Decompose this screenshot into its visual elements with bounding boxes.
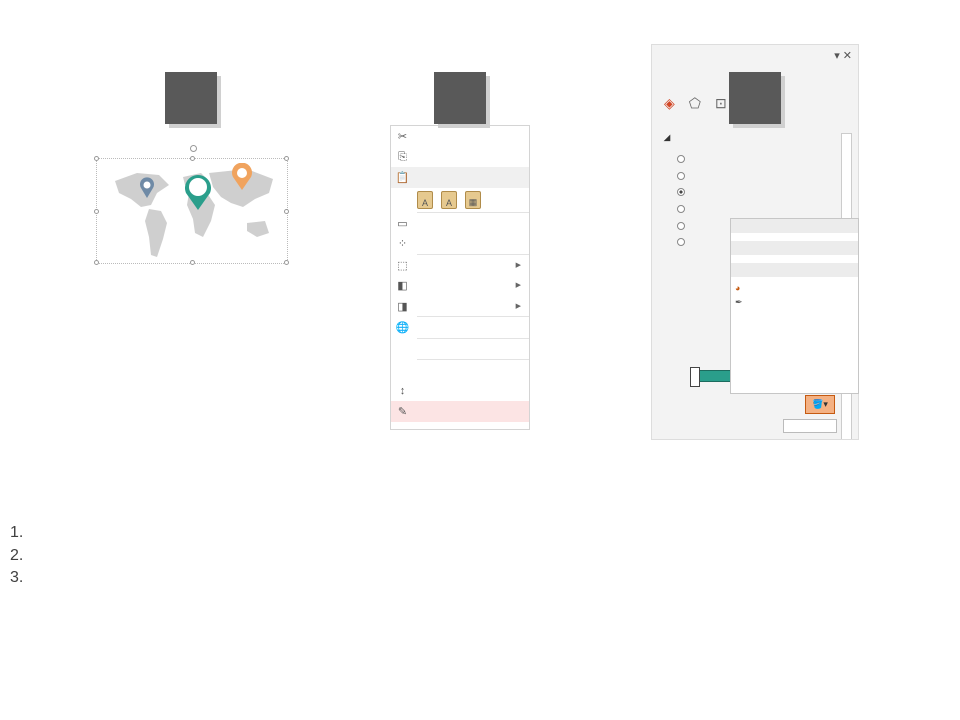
radio-picture-fill[interactable] [677, 205, 689, 213]
rotate-handle[interactable] [190, 145, 197, 152]
step-3-badge [729, 72, 781, 124]
list-item: 1. [10, 524, 24, 541]
effects-icon[interactable]: ⬠ [688, 95, 701, 111]
paint-bucket-icon: 🪣 [812, 399, 824, 409]
instructions-list [10, 522, 46, 590]
submenu-arrow-icon: ▶ [515, 261, 521, 269]
send-back-icon: ◨ [397, 300, 408, 313]
menu-item-edit-text[interactable] [391, 213, 529, 234]
submenu-arrow-icon: ▶ [515, 282, 521, 290]
fill-section-header[interactable]: ◢ [664, 133, 671, 142]
resize-handle[interactable] [94, 156, 99, 161]
map-pin-orange-icon [231, 163, 253, 191]
pane-icon-tabs [664, 95, 727, 112]
world-map-shape[interactable] [96, 158, 288, 264]
menu-item-send-to-back[interactable] [391, 296, 529, 317]
radio-button [677, 155, 685, 163]
resize-handle[interactable] [190, 260, 195, 265]
edit-points-icon: ⁘ [397, 238, 408, 250]
standard-colors-header [731, 241, 858, 255]
gradient-stop-handle[interactable] [690, 367, 700, 387]
eyedropper-item[interactable] [731, 295, 858, 310]
step-1-badge [165, 72, 217, 124]
more-colors-item[interactable] [731, 280, 858, 295]
radio-solid-fill[interactable] [677, 172, 689, 180]
menu-item-size-and-position[interactable] [391, 381, 529, 402]
menu-item-save-as-picture[interactable] [391, 339, 529, 360]
radio-button [677, 222, 685, 230]
map-pin-blue-icon [139, 177, 155, 199]
menu-item-set-default-shape[interactable] [391, 360, 529, 381]
chevron-down-icon: ▾ [823, 399, 828, 409]
menu-item-bring-to-front[interactable] [391, 275, 529, 296]
resize-handle[interactable] [190, 156, 195, 161]
resize-handle[interactable] [94, 260, 99, 265]
radio-button [677, 238, 685, 246]
radio-button [677, 205, 685, 213]
menu-header-paste-options [391, 167, 529, 188]
menu-item-format-shape[interactable] [391, 401, 529, 422]
paste-keep-source-icon[interactable]: A [417, 191, 433, 209]
size-properties-icon[interactable]: ⊡ [714, 95, 727, 111]
resize-handle[interactable] [284, 156, 289, 161]
format-shape-icon: ✎ [397, 406, 408, 418]
color-picker-button[interactable] [805, 395, 835, 414]
color-wheel-icon: ◕ [735, 282, 741, 293]
theme-colors-header [731, 219, 858, 233]
radio-slide-background-fill[interactable] [677, 238, 689, 246]
resize-handle[interactable] [284, 260, 289, 265]
paste-picture-icon[interactable]: ▦ [465, 191, 481, 209]
step-2-badge [434, 72, 486, 124]
menu-item-edit-points[interactable] [391, 233, 529, 254]
size-position-icon: ↕ [399, 385, 406, 397]
dropdown-icon[interactable]: ▾ [834, 50, 840, 62]
resize-handle[interactable] [284, 209, 289, 214]
map-pin-teal-icon [183, 173, 213, 211]
bring-front-icon: ◧ [397, 280, 408, 292]
radio-pattern-fill[interactable] [677, 222, 689, 230]
radio-no-fill[interactable] [677, 155, 689, 163]
list-item: 3. [10, 569, 24, 586]
hyperlink-icon: 🌐 [395, 322, 410, 334]
paste-use-destination-icon[interactable]: A [441, 191, 457, 209]
radio-gradient-fill[interactable] [677, 188, 689, 196]
menu-item-group[interactable] [391, 255, 529, 276]
recent-colors-header [731, 263, 858, 277]
menu-item-copy[interactable] [391, 147, 529, 168]
group-icon: ⬚ [397, 259, 408, 272]
paste-options-row [391, 188, 529, 212]
cut-icon: ✂ [397, 131, 408, 143]
radio-button [677, 172, 685, 180]
submenu-arrow-icon: ▶ [515, 302, 521, 310]
resize-handle[interactable] [94, 209, 99, 214]
close-icon[interactable]: ✕ [842, 50, 852, 62]
context-menu [390, 125, 530, 430]
menu-item-cut[interactable] [391, 126, 529, 147]
list-item: 2. [10, 546, 24, 564]
menu-item-hyperlink[interactable] [391, 317, 529, 338]
color-palette-dropdown [730, 218, 859, 394]
pane-controls [834, 49, 852, 62]
eyedropper-icon: ✒ [735, 297, 743, 307]
position-input[interactable] [783, 419, 837, 433]
copy-icon: ⎘ [398, 150, 407, 163]
paste-icon: 📋 [395, 172, 410, 184]
edit-text-icon: ▭ [397, 217, 408, 230]
fill-line-icon[interactable]: ◈ [664, 95, 675, 111]
radio-button [677, 188, 685, 196]
